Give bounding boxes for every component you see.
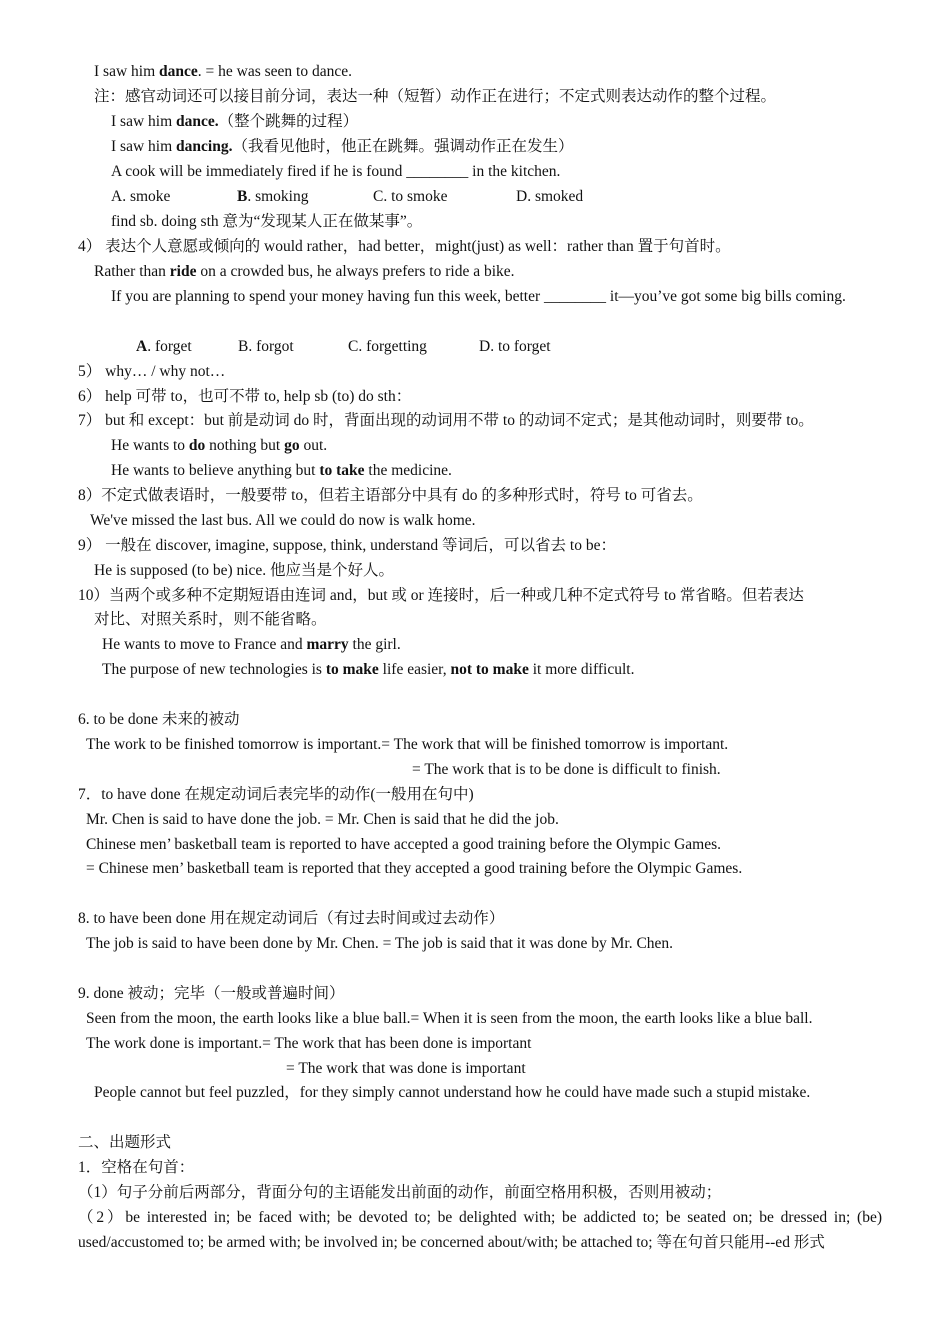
note-perception-verbs: 注：感官动词还可以接目前分词，表达一种（短暂）动作正在进行；不定式则表达动作的整个过程。: [94, 88, 777, 105]
section-question-forms: 二、出题形式: [78, 1134, 172, 1151]
section-7-to-have-done: 7．to have done 在规定动词后表完毕的动作(一般用在句中): [78, 786, 474, 803]
example-new-technologies: The purpose of new technologies is to make life easier, not to make it more difficult.: [102, 661, 635, 678]
rule-5-why-not: 5） why… / why not…: [78, 363, 226, 380]
example-basketball-team-2: = Chinese men’ basketball team is reported that they accepted a good training before the Olympic Games.: [86, 860, 743, 877]
example-work-is-to-be-done: = The work that is to be done is difficult to finish.: [412, 761, 721, 778]
section-9-done: 9. done 被动；完毕（一般或普遍时间）: [78, 985, 345, 1002]
example-anything-but-to-take: He wants to believe anything but to take the medicine.: [111, 462, 452, 479]
option-c: C. to smoke: [373, 188, 448, 205]
example-seen-from-moon: Seen from the moon, the earth looks like a blue ball.= When it is seen from the moon, the earth looks like a blue ball.: [86, 1010, 813, 1027]
example-move-and-marry: He wants to move to France and marry the girl.: [102, 636, 401, 653]
example-work-to-be-finished: The work to be finished tomorrow is important.= The work that will be finished tomorrow is important.: [86, 736, 729, 753]
option-a: A. forget: [136, 338, 192, 355]
example-supposed-nice: He is supposed (to be) nice. 他应当是个好人。: [94, 562, 395, 579]
option-b: B. smoking: [237, 188, 309, 205]
example-saw-him-dancing: I saw him dancing.（我看见他时，他正在跳舞。强调动作正在发生）: [111, 138, 574, 155]
example-basketball-team-1: Chinese men’ basketball team is reported to have accepted a good training before the Olympic Games.: [86, 836, 721, 853]
rule-active-passive: （1）句子分前后两部分，背面分句的主语能发出前面的动作，前面空格用积极，否则用被动；: [78, 1184, 722, 1201]
example-rather-than: Rather than ride on a crowded bus, he always prefers to ride a bike.: [94, 263, 515, 280]
example-missed-last-bus: We've missed the last bus. All we could do now is walk home.: [90, 512, 476, 529]
rule-9-omit-to-be: 9） 一般在 discover, imagine, suppose, think, understand 等词后，可以省去 to be：: [78, 537, 616, 554]
rule-8-predicative: 8）不定式做表语时，一般要带 to，但若主语部分中具有 do 的多种形式时，符号 to 可省去。: [78, 487, 703, 504]
example-work-done-important: The work done is important.= The work that has been done is important: [86, 1035, 532, 1052]
section-8-to-have-been-done: 8. to have been done 用在规定动词后（有过去时间或过去动作）: [78, 910, 505, 927]
option-a: A. smoke: [111, 188, 171, 205]
example-saw-him-dance-passive: I saw him dance. = he was seen to dance.: [94, 63, 352, 80]
subsection-blank-at-start: 1．空格在句首：: [78, 1159, 195, 1176]
example-feel-puzzled: People cannot but feel puzzled，for they simply cannot understand how he could have made such a stupid mistake.: [94, 1084, 811, 1101]
question-cook-fired: A cook will be immediately fired if he is found ________ in the kitchen.: [111, 163, 561, 180]
example-saw-him-dance: I saw him dance.（整个跳舞的过程）: [111, 113, 359, 130]
rule-ed-form-phrases: （2）be interested in; be faced with; be devoted to; be delighted with; be addicted to; be seated on; be dressed in; (be) used/accustomed to; be armed with; be involved in; be concerned about/with; be attached to; 等在句首只能用--ed 形式: [78, 1209, 882, 1251]
option-b: B. forgot: [238, 338, 294, 355]
rule-10-continued: 对比、对照关系时，则不能省略。: [94, 611, 327, 628]
rule-7-but-except: 7） but 和 except：but 前是动词 do 时，背面出现的动词用不带 to 的动词不定式；是其他动词时，则要带 to。: [78, 412, 814, 429]
option-d: D. to forget: [479, 338, 551, 355]
example-job-said-done: The job is said to have been done by Mr. Chen. = The job is said that it was done by Mr. Chen.: [86, 935, 674, 952]
option-d: D. smoked: [516, 188, 584, 205]
example-work-was-done: = The work that was done is important: [286, 1060, 526, 1077]
rule-6-help: 6） help 可带 to，也可不带 to, help sb (to) do sth：: [78, 388, 412, 405]
example-do-nothing-but-go: He wants to do nothing but go out.: [111, 437, 328, 454]
option-c: C. forgetting: [348, 338, 427, 355]
rule-10-conjunctions: 10）当两个或多种不定期短语由连词 and，but 或 or 连接时，后一种或几种不定式符号 to 常省略。但若表达: [78, 587, 804, 604]
example-mr-chen-said: Mr. Chen is said to have done the job. = Mr. Chen is said that he did the job.: [86, 811, 559, 828]
rule-4-would-rather: 4） 表达个人意愿或倾向的 would rather，had better，might(just) as well：rather than 置于句首时。: [78, 238, 731, 255]
section-6-to-be-done: 6. to be done 未来的被动: [78, 711, 240, 728]
note-find-doing: find sb. doing sth 意为“发现某人正在做某事”。: [111, 213, 423, 230]
question-spend-money: If you are planning to spend your money having fun this week, better ________ it—you’ve got some big bills coming.: [111, 288, 846, 305]
